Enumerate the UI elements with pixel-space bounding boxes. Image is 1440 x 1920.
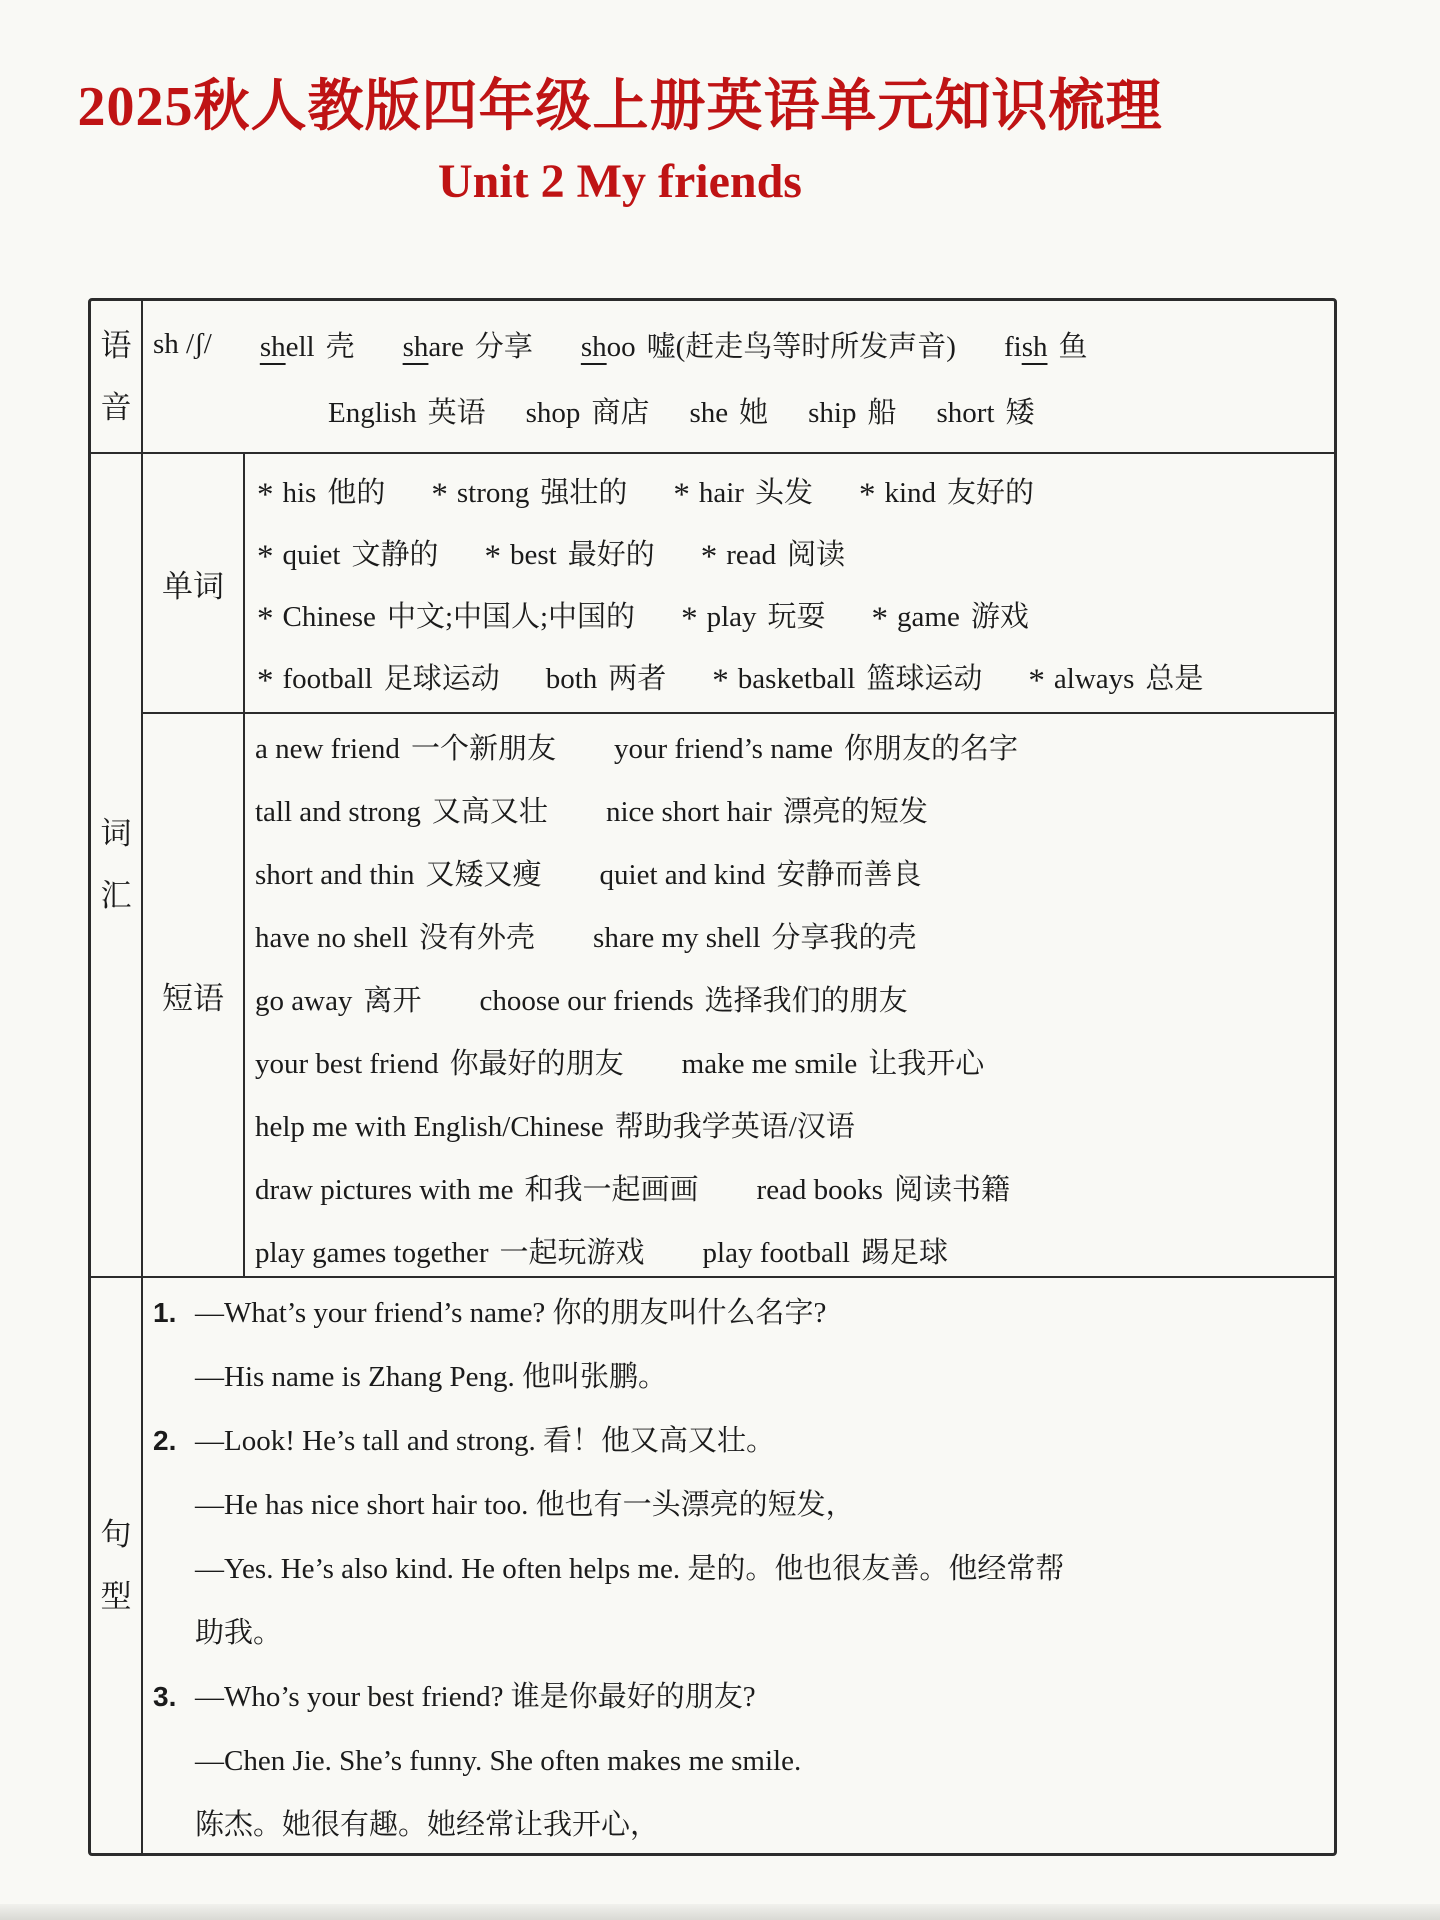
phonics-word — [260, 324, 355, 365]
phrase-cn: 选择我们的朋友 — [704, 985, 908, 1017]
phrase-item — [479, 978, 907, 1019]
star-mark: * — [431, 476, 448, 513]
word-item — [859, 470, 1034, 511]
phonics-word-cn: 英语 — [427, 396, 486, 429]
phrase-cn: 和我一起画画 — [524, 1174, 699, 1206]
phrase-en: go away — [255, 985, 353, 1017]
word-en: kind — [884, 476, 937, 509]
phonics-row-label-text: 语音 — [100, 327, 132, 425]
page-header — [0, 62, 1240, 209]
phonics-content — [143, 301, 1334, 452]
word-en: game — [897, 600, 960, 633]
word-cn: 头发 — [754, 476, 813, 509]
phrase-item — [593, 915, 917, 956]
word-en: always — [1053, 662, 1135, 695]
phonics-word — [937, 390, 1035, 431]
star-mark: * — [257, 476, 274, 513]
knowledge-table — [88, 298, 1337, 1856]
phrase-cn: 漂亮的短发 — [782, 796, 928, 828]
phrase-line — [255, 841, 1328, 904]
star-mark: * — [681, 600, 698, 637]
phrases-label-text: 短语 — [162, 980, 224, 1016]
sentence-line: —What’s your friend’s name? 你的朋友叫什么名字? — [195, 1297, 827, 1329]
phrase-item — [682, 1041, 985, 1082]
phrase-en: your friend’s name — [613, 733, 833, 765]
word-cn: 阅读 — [787, 538, 846, 571]
word-en: football — [282, 662, 373, 695]
word-line — [257, 459, 1328, 521]
phrases-content — [245, 714, 1334, 1276]
phrase-cn: 又矮又瘦 — [425, 859, 542, 891]
phrase-line — [255, 715, 1328, 778]
word-cn: 他的 — [327, 476, 386, 509]
phrase-en: play games together — [255, 1237, 489, 1269]
star-mark: * — [257, 600, 274, 637]
phonics-word — [328, 390, 486, 431]
word-en: basketball — [737, 662, 856, 695]
word-cn: 玩耍 — [767, 600, 826, 633]
phrase-cn: 又高又壮 — [431, 796, 548, 828]
phrase-line — [255, 778, 1328, 841]
word-cn: 总是 — [1145, 662, 1204, 695]
phrase-en: quiet and kind — [599, 859, 766, 891]
phrase-item — [255, 1104, 855, 1145]
phrase-cn: 踢足球 — [860, 1237, 948, 1269]
sentence-line: —Yes. He’s also kind. He often helps me. 是的。他也很友善。他经常帮 — [195, 1553, 1065, 1585]
star-mark: * — [257, 538, 274, 575]
phrase-en: help me with English/Chinese — [255, 1111, 604, 1143]
phonics-word — [581, 324, 956, 365]
sentence-group — [153, 1665, 1320, 1857]
phrases-subrow — [143, 712, 1334, 1276]
word-cn: 强壮的 — [540, 476, 628, 509]
phonics-word-en: shell — [259, 330, 315, 363]
sentence-lines — [195, 1665, 1320, 1857]
phonics-word — [808, 390, 896, 431]
phrase-cn: 离开 — [363, 985, 422, 1017]
phrase-item — [255, 978, 421, 1019]
words-subrow — [143, 454, 1334, 712]
star-mark: * — [673, 476, 690, 513]
phrase-cn: 安静而善良 — [776, 859, 922, 891]
phrase-item — [255, 852, 542, 893]
star-mark: * — [700, 538, 718, 575]
sentence-line: —He has nice short hair too. 他也有一头漂亮的短发， — [195, 1489, 855, 1521]
sentence-line: 陈杰。她很有趣。她经常让我开心， — [195, 1809, 660, 1841]
word-en: best — [510, 538, 557, 571]
phonics-word-cn: 船 — [867, 396, 897, 429]
phonics-word-cn: 她 — [739, 396, 769, 429]
phrase-line — [255, 1156, 1328, 1219]
phrase-en: draw pictures with me — [255, 1174, 514, 1206]
phrase-en: have no shell — [255, 922, 409, 954]
word-cn: 中文;中国人;中国的 — [386, 600, 636, 633]
phonics-word-en: shop — [525, 396, 581, 429]
phonics-row-label — [91, 301, 143, 452]
phrase-item — [255, 726, 556, 767]
words-content — [245, 454, 1334, 712]
word-en: quiet — [282, 538, 341, 571]
word-item — [485, 532, 655, 573]
word-en: play — [706, 600, 757, 633]
sentence-lines — [195, 1409, 1320, 1665]
phonics-word-en: short — [936, 396, 995, 429]
word-item — [701, 532, 845, 573]
word-en: Chinese — [282, 600, 376, 633]
phonics-word-cn: 鱼 — [1058, 330, 1088, 363]
phonics-word-cn: 分享 — [474, 330, 533, 363]
phonics-row — [91, 301, 1334, 452]
phonics-word-en: she — [689, 396, 729, 429]
phrase-en: a new friend — [255, 733, 400, 765]
phrase-item — [757, 1167, 1010, 1208]
phrase-en: choose our friends — [479, 985, 694, 1017]
phrase-item — [703, 1230, 948, 1271]
star-mark: * — [1028, 662, 1045, 699]
phrase-en: tall and strong — [255, 796, 421, 828]
sentence-number: 1. — [153, 1297, 177, 1328]
word-cn: 友好的 — [947, 476, 1035, 509]
word-cn: 游戏 — [970, 600, 1029, 633]
phrase-line — [255, 904, 1328, 967]
phonics-sound-label: sh /ʃ/ — [153, 327, 212, 360]
phrase-cn: 阅读书籍 — [893, 1174, 1010, 1206]
word-item — [712, 656, 982, 697]
phrase-en: your best friend — [255, 1048, 439, 1080]
phrase-en: play football — [702, 1237, 850, 1269]
phrase-en: nice short hair — [605, 796, 772, 828]
phrase-item — [606, 789, 928, 830]
sentences-row — [91, 1276, 1334, 1853]
phonics-word-en: ship — [808, 396, 857, 429]
phrase-cn: 分享我的壳 — [771, 922, 917, 954]
phonics-line — [153, 311, 1326, 377]
vocab-row — [91, 452, 1334, 1276]
page-title: 2025秋人教版四年级上册英语单元知识梳理 — [77, 76, 1163, 138]
phonics-word-cn: 嘘(赶走鸟等时所发声音) — [646, 330, 956, 363]
phrase-line — [255, 1093, 1328, 1156]
phonics-word-cn: 商店 — [591, 396, 650, 429]
sentence-line: 助我。 — [195, 1617, 283, 1649]
word-cn: 最好的 — [567, 538, 655, 571]
word-cn: 文静的 — [351, 538, 439, 571]
phonics-word-en: share — [402, 330, 464, 363]
word-item — [257, 532, 439, 573]
phonics-word — [526, 390, 650, 431]
word-item — [681, 594, 825, 635]
phonics-word — [403, 324, 533, 365]
word-item — [257, 594, 635, 635]
phrase-line — [255, 1030, 1328, 1093]
phrase-item — [614, 726, 1018, 767]
phonics-word — [689, 390, 768, 431]
sentence-line: —Who’s your best friend? 谁是你最好的朋友? — [195, 1681, 756, 1713]
phonics-word-en: fish — [1003, 330, 1048, 363]
phrases-label — [143, 714, 245, 1276]
word-item — [546, 656, 667, 697]
phrase-cn: 让我开心 — [868, 1048, 985, 1080]
word-item — [872, 594, 1029, 635]
word-line — [257, 645, 1328, 707]
word-cn: 足球运动 — [383, 662, 500, 695]
phrase-en: share my shell — [593, 922, 761, 954]
word-item — [1028, 656, 1203, 697]
star-mark: * — [484, 538, 502, 575]
phrase-cn: 没有外壳 — [419, 922, 536, 954]
phrase-cn: 一个新朋友 — [410, 733, 556, 765]
phrase-item — [255, 1230, 645, 1271]
sentences-row-label-text: 句型 — [100, 1516, 132, 1614]
phonics-word — [1004, 324, 1088, 365]
phrase-line — [255, 967, 1328, 1030]
word-cn: 两者 — [608, 662, 667, 695]
phrase-item — [255, 915, 535, 956]
phonics-line — [153, 377, 1326, 443]
word-item — [431, 470, 627, 511]
sentence-line: —Chen Jie. She’s funny. She often makes me smile. — [195, 1745, 802, 1777]
phrase-en: make me smile — [681, 1048, 858, 1080]
phrase-cn: 一起玩游戏 — [499, 1237, 645, 1269]
word-en: his — [282, 476, 317, 509]
phonics-word-cn: 壳 — [325, 330, 355, 363]
word-item — [673, 470, 813, 511]
star-mark: * — [871, 600, 889, 637]
sentence-number: 3. — [153, 1681, 177, 1712]
phrase-cn: 你最好的朋友 — [449, 1048, 624, 1080]
phonics-word-cn: 矮 — [1005, 396, 1035, 429]
vocab-row-label — [91, 454, 143, 1276]
photo-edge-shadow — [0, 1904, 1440, 1920]
phrase-item — [255, 789, 548, 830]
phrase-cn: 你朋友的名字 — [844, 733, 1019, 765]
star-mark: * — [858, 476, 876, 513]
sentence-line: —Look! He’s tall and strong. 看！他又高又壮。 — [195, 1425, 775, 1457]
phrase-cn: 帮助我学英语/汉语 — [614, 1111, 855, 1143]
star-mark: * — [712, 662, 729, 699]
phrase-item — [255, 1167, 699, 1208]
word-en: strong — [456, 476, 530, 509]
page-subtitle: Unit 2 My friends — [438, 155, 802, 208]
phonics-word-en: English — [328, 396, 417, 429]
phrase-en: read books — [756, 1174, 883, 1206]
phrase-item — [255, 1041, 624, 1082]
sentence-group — [153, 1409, 1320, 1665]
words-label — [143, 454, 245, 712]
vocab-subrows — [143, 454, 1334, 1276]
word-item — [257, 470, 385, 511]
star-mark: * — [257, 662, 274, 699]
word-en: both — [545, 662, 598, 695]
word-en: hair — [698, 476, 744, 509]
word-line — [257, 583, 1328, 645]
phonics-word-en: shoo — [580, 330, 636, 363]
phrase-line — [255, 1219, 1328, 1282]
sentence-lines — [195, 1281, 1320, 1409]
sentence-line: —His name is Zhang Peng. 他叫张鹏。 — [195, 1361, 668, 1393]
sentence-group — [153, 1281, 1320, 1409]
sentences-content — [143, 1278, 1334, 1853]
phrase-en: short and thin — [255, 859, 415, 891]
word-en: read — [726, 538, 777, 571]
word-cn: 篮球运动 — [866, 662, 983, 695]
words-label-text: 单词 — [162, 568, 224, 604]
vocab-row-label-text: 词汇 — [100, 816, 132, 913]
word-item — [257, 656, 500, 697]
sentences-row-label — [91, 1278, 143, 1853]
phrase-item — [600, 852, 922, 893]
sentence-number: 2. — [153, 1425, 177, 1456]
word-line — [257, 521, 1328, 583]
